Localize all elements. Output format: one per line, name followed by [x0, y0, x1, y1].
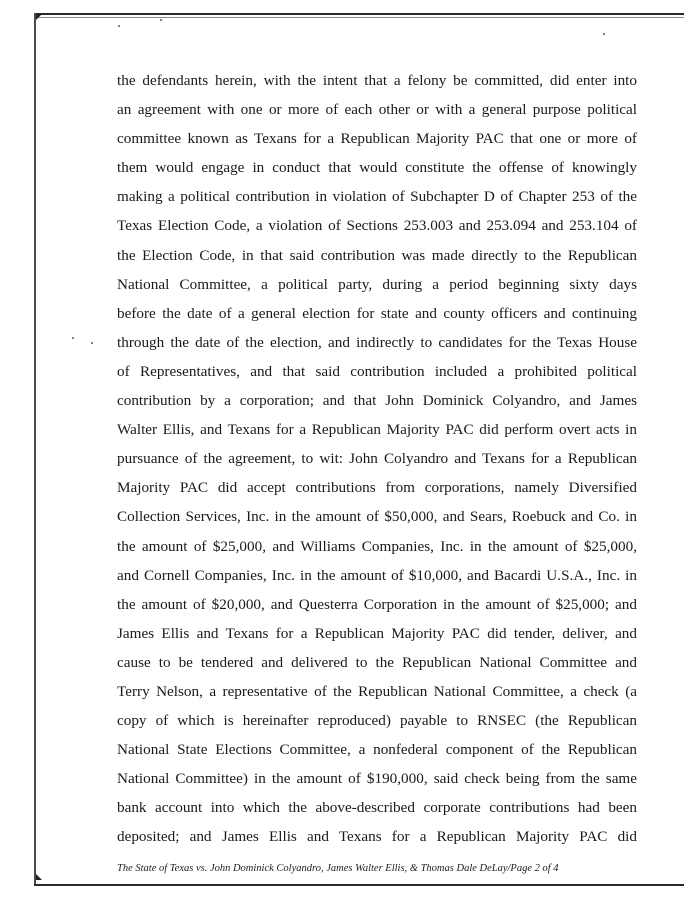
- text-line: James Ellis and Texans for a Republican Majority PAC did tender, deliver, and: [117, 624, 637, 642]
- top-border-rule-thin: [34, 17, 684, 18]
- text-line: deposited; and James Ellis and Texans for a Republican Majority PAC did: [117, 828, 637, 846]
- text-line: making a political contribution in violation of Subchapter D of Chapter 253 of the: [117, 188, 637, 206]
- text-line: the Election Code, in that said contribution was made directly to the Republican: [117, 246, 637, 264]
- text-line: an agreement with one or more of each other or with a general purpose political: [117, 101, 637, 119]
- page-footer: The State of Texas vs. John Dominick Colyandro, James Walter Ellis, & Thomas Dale DeLay/Page 2 of 4: [117, 863, 559, 874]
- text-line: Collection Services, Inc. in the amount of $50,000, and Sears, Roebuck and Co. in: [117, 508, 637, 526]
- body-paragraph: [117, 66, 637, 852]
- bottom-border-rule: [34, 884, 684, 886]
- text-line: them would engage in conduct that would constitute the offense of knowingly: [117, 159, 637, 177]
- text-line: copy of which is hereinafter reproduced) payable to RNSEC (the Republican: [117, 712, 637, 730]
- text-line: Walter Ellis, and Texans for a Republican Majority PAC did perform overt acts in: [117, 421, 637, 439]
- text-line: through the date of the election, and indirectly to candidates for the Texas House: [117, 333, 637, 351]
- top-border-rule: [34, 13, 684, 15]
- scan-speck: [91, 342, 93, 344]
- text-line: and Cornell Companies, Inc. in the amount of $10,000, and Bacardi U.S.A., Inc. in: [117, 566, 637, 584]
- corner-mark-top: [36, 14, 42, 20]
- text-line: Terry Nelson, a representative of the Republican National Committee, a check (a: [117, 682, 637, 700]
- scan-speck: [118, 25, 120, 27]
- left-border-rule: [34, 13, 36, 885]
- text-line: of Representatives, and that said contribution included a prohibited political: [117, 362, 637, 380]
- scan-speck: [603, 33, 605, 35]
- text-line: committee known as Texans for a Republican Majority PAC that one or more of: [117, 130, 637, 148]
- text-line: pursuance of the agreement, to wit: John Colyandro and Texans for a Republican: [117, 450, 637, 468]
- corner-mark-bottom: [36, 874, 42, 880]
- text-line: bank account into which the above-described corporate contributions had been: [117, 799, 637, 817]
- text-line: Texas Election Code, a violation of Sections 253.003 and 253.094 and 253.104 of: [117, 217, 637, 235]
- text-line: the defendants herein, with the intent that a felony be committed, did enter into: [117, 72, 637, 89]
- text-line: National State Elections Committee, a nonfederal component of the Republican: [117, 741, 637, 759]
- text-line: cause to be tendered and delivered to the Republican National Committee and: [117, 653, 637, 671]
- text-line: the amount of $20,000, and Questerra Corporation in the amount of $25,000; and: [117, 595, 637, 613]
- scan-speck: [160, 19, 162, 21]
- text-line: National Committee, a political party, during a period beginning sixty days: [117, 275, 637, 293]
- text-line: Majority PAC did accept contributions from corporations, namely Diversified: [117, 479, 637, 497]
- text-line: the amount of $25,000, and Williams Companies, Inc. in the amount of $25,000,: [117, 537, 637, 555]
- scan-speck: [72, 337, 74, 339]
- text-line: contribution by a corporation; and that John Dominick Colyandro, and James: [117, 392, 637, 410]
- text-line: before the date of a general election for state and county officers and continuing: [117, 304, 637, 322]
- text-line: National Committee) in the amount of $190,000, said check being from the same: [117, 770, 637, 788]
